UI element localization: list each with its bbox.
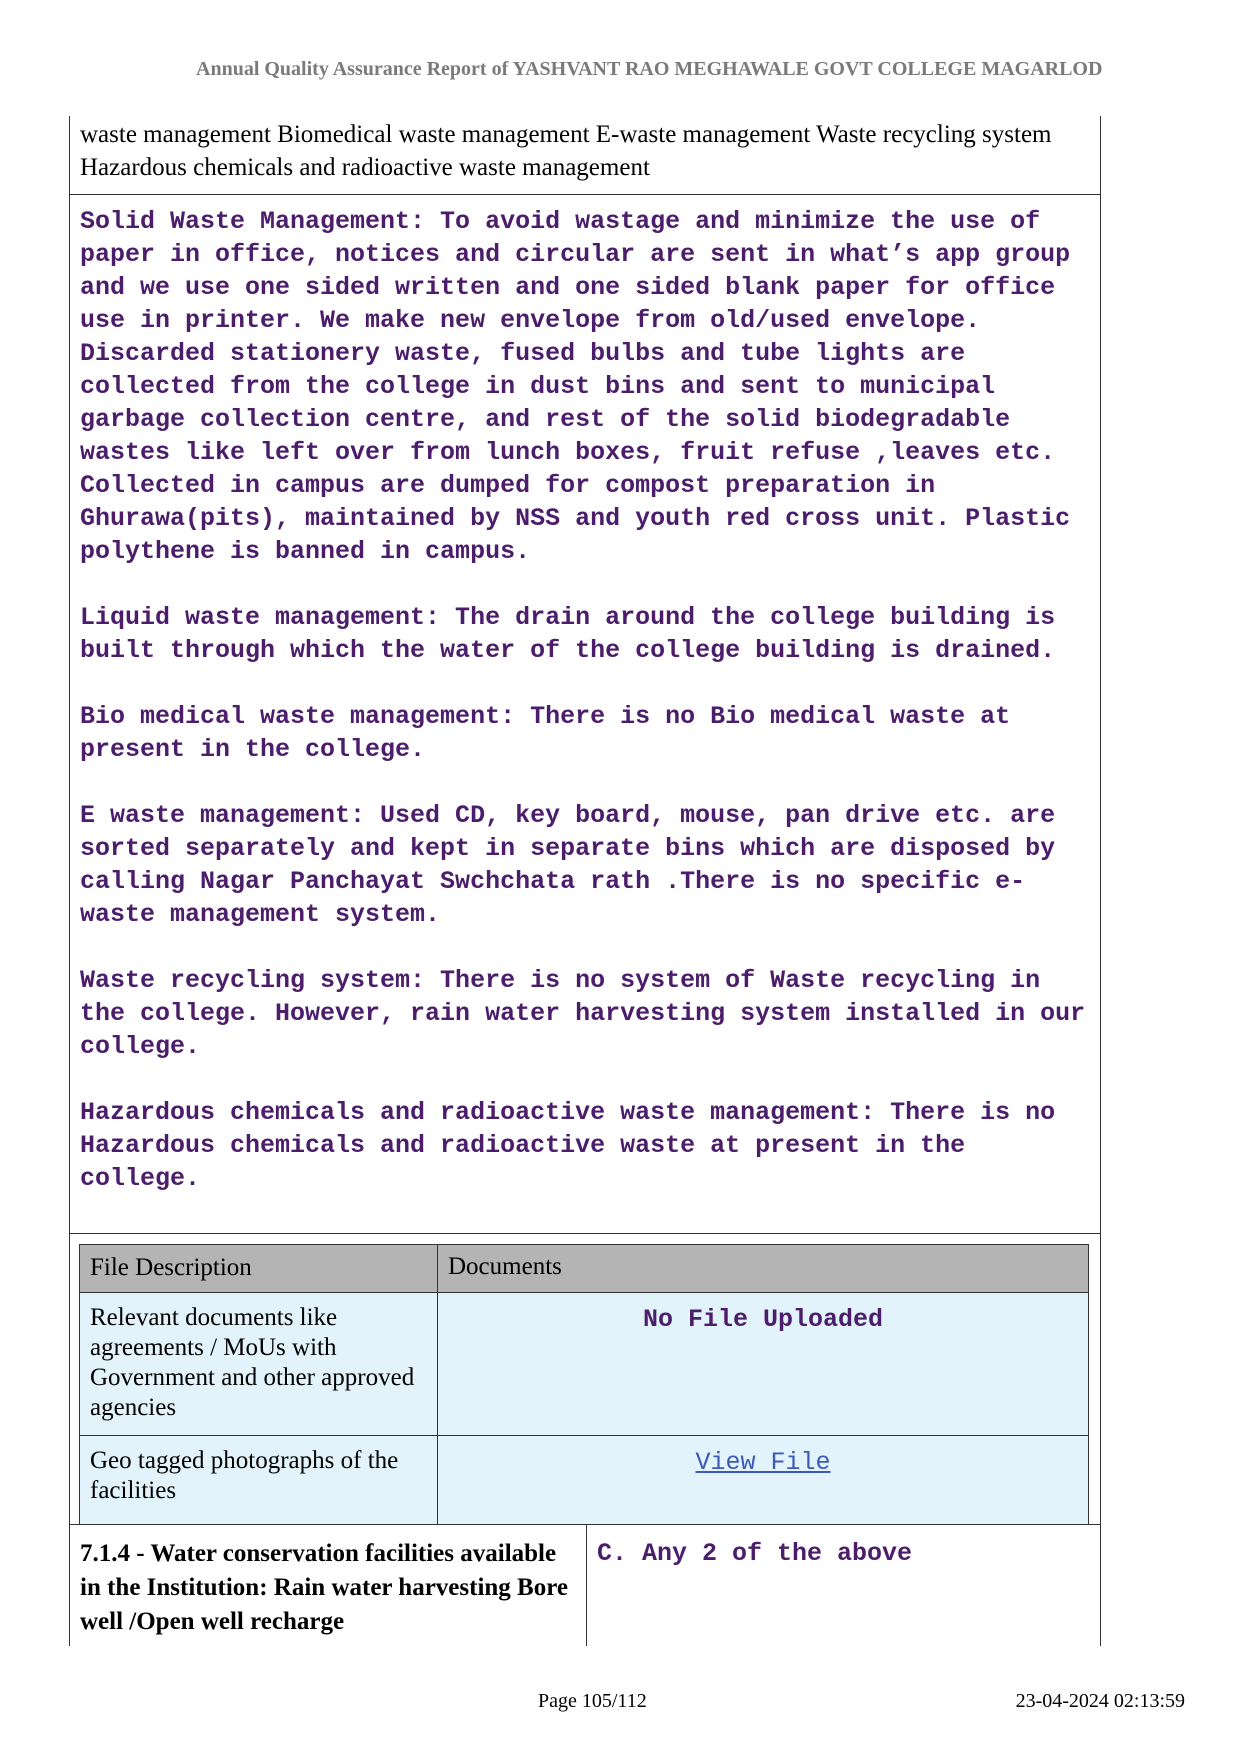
table-row — [80, 1293, 1089, 1436]
header-documents: Documents — [438, 1245, 1089, 1293]
file-section — [69, 1234, 1101, 1525]
file-table — [79, 1244, 1089, 1525]
paragraph-e-waste: E waste management: Used CD, key board, mouse, pan drive etc. are sorted separately and kept in separate bins which are disposed by calling Nagar Panchayat Swchchata rath .There is no specific e-waste management system. — [80, 801, 1056, 929]
table-row — [80, 1436, 1089, 1525]
paragraph-waste-recycling: Waste recycling system: There is no system of Waste recycling in the college. However, rain water harvesting system installed in our college. — [80, 966, 1086, 1061]
timestamp: 23-04-2024 02:13:59 — [1015, 1690, 1185, 1712]
metric-answer: C. Any 2 of the above — [597, 1539, 913, 1568]
paragraph-bio-medical-waste: Bio medical waste management: There is no Bio medical waste at present in the college. — [80, 702, 1011, 764]
report-header: Annual Quality Assurance Report of YASHVANT RAO MEGHAWALE GOVT COLLEGE MAGARLOD — [196, 58, 1103, 80]
file-description-cell: Geo tagged photographs of the facilities — [80, 1436, 438, 1525]
document-cell — [438, 1293, 1089, 1436]
file-table-header — [80, 1245, 1089, 1293]
no-file-uploaded-text: No File Uploaded — [642, 1305, 884, 1334]
metric-row — [69, 1525, 1101, 1646]
paragraph-solid-waste: Solid Waste Management: To avoid wastage and minimize the use of paper in office, notices and circular are sent in what’s app group and we use one sided written and one sided blank paper for office use in printer. We make new envelope from old/used envelope. Discarded stationery waste, fused bulbs and tube lights are collected from the college in dust bins and sent to municipal garbage collection centre, and rest of the solid biodegradable wastes like left over from lunch boxes, fruit refuse ,leaves etc. Collected in campus are dumped for compost preparation in Ghurawa(pits), maintained by NSS and youth red cross unit. Plastic polythene is banned in campus. — [80, 207, 1071, 566]
criteria-options-text — [69, 116, 1101, 195]
intro-text: waste management Biomedical waste management E-waste management Waste recycling system Hazardous chemicals and radioactive waste management — [80, 121, 1052, 181]
paragraph-hazardous-waste: Hazardous chemicals and radioactive waste management: There is no Hazardous chemicals and radioactive waste at present in the college. — [80, 1098, 1056, 1193]
response-text-box — [69, 195, 1101, 1234]
paragraph-liquid-waste: Liquid waste management: The drain around the college building is built through which the water of the college building is drained. — [80, 603, 1056, 665]
document-cell — [438, 1436, 1089, 1525]
metric-question: 7.1.4 - Water conservation facilities available in the Institution: Rain water harvesting Bore well /Open well recharge — [70, 1525, 587, 1646]
file-description-cell: Relevant documents like agreements / MoUs with Government and other approved agencies — [80, 1293, 438, 1436]
page-number: Page 105/112 — [538, 1690, 647, 1712]
header-file-description: File Description — [80, 1245, 438, 1293]
view-file-link[interactable]: View File — [695, 1448, 831, 1477]
